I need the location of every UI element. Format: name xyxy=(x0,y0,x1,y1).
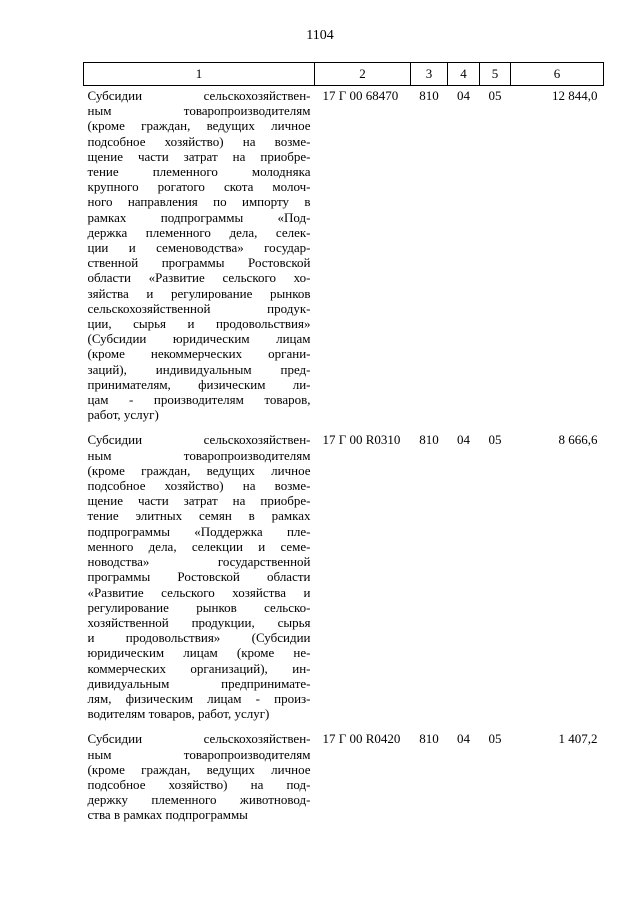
description-line: ным товаропроизводителям xyxy=(87,103,311,119)
description-line: тение племенного молодняка xyxy=(87,164,311,180)
row-c4: 04 xyxy=(457,731,470,747)
row-description xyxy=(84,86,315,431)
description-line: подсобное хозяйство) на возме- xyxy=(87,478,311,494)
description-line: (кроме граждан, ведущих личное xyxy=(87,118,311,134)
description-line: сельскохозяйственной продук- xyxy=(87,300,311,316)
row-code: 17 Г 00 68470 xyxy=(322,88,399,103)
description-line: подсобное хозяйство) на под- xyxy=(87,776,311,792)
description-line: щение части затрат на приобре- xyxy=(87,493,311,509)
description-line: зяйства и регулирование рынков xyxy=(87,285,311,301)
description-line: ственной программы Ростовской xyxy=(87,255,311,271)
description-line: принимателям, физическим ли- xyxy=(87,376,311,392)
page-number: 1104 xyxy=(306,28,334,43)
row-code: 17 Г 00 R0310 xyxy=(322,432,401,448)
row-c3: 810 xyxy=(419,88,439,103)
description-line: Субсидии сельскохозяйствен- xyxy=(87,731,311,747)
description-line: подпрограммы «Поддержка пле- xyxy=(87,523,311,539)
table-row xyxy=(84,729,604,830)
description-line: и продовольствия» (Субсидии xyxy=(87,630,311,646)
row-description xyxy=(84,729,315,830)
description-line: Субсидии сельскохозяйствен- xyxy=(87,88,311,103)
description-line: менного дела, селекции и семе- xyxy=(87,538,311,554)
row-c4: 04 xyxy=(457,432,470,448)
budget-table xyxy=(83,62,604,831)
description-line: заций), индивидуальным пред- xyxy=(87,361,311,377)
description-line: «Развитие сельского хозяйства и xyxy=(87,584,311,600)
description-line: ным товаропроизводителям xyxy=(87,746,311,762)
table-row xyxy=(84,86,604,431)
row-c3: 810 xyxy=(419,432,439,448)
description-line: новодства» государственной xyxy=(87,554,311,570)
description-line: ным товаропроизводителям xyxy=(87,447,311,463)
column-header-3: 3 xyxy=(411,63,448,86)
description-line: хозяйственной продукции, сырья xyxy=(87,614,311,630)
description-line: ства в рамках подпрограммы xyxy=(87,807,248,823)
description-line: водителям товаров, работ, услуг) xyxy=(87,706,270,722)
column-header-6: 6 xyxy=(511,63,604,86)
description-line: ного направления по импорту в xyxy=(87,194,311,210)
description-line: области «Развитие сельского хо- xyxy=(87,270,311,286)
description-line: держка племенного дела, селек- xyxy=(87,224,311,240)
row-c5: 05 xyxy=(488,88,502,103)
description-line: ции и семеноводства» государ- xyxy=(87,240,311,256)
description-line: лям, физическим лицам - произ- xyxy=(87,690,311,706)
description-line: Субсидии сельскохозяйствен- xyxy=(87,432,311,448)
description-line: щение части затрат на приобре- xyxy=(87,148,311,164)
row-c4: 04 xyxy=(457,88,470,103)
column-header-2: 2 xyxy=(315,63,411,86)
column-header-1: 1 xyxy=(84,63,315,86)
description-line: (кроме некоммерческих органи- xyxy=(87,346,311,362)
row-c5: 05 xyxy=(488,432,502,448)
description-line: подсобное хозяйство) на возме- xyxy=(87,133,311,149)
column-header-4: 4 xyxy=(448,63,480,86)
description-line: коммерческих организаций), ин- xyxy=(87,660,311,676)
description-line: дивидуальным предпринимате- xyxy=(87,675,311,691)
row-amount: 8 666,6 xyxy=(558,432,598,448)
description-line: (Субсидии юридическим лицам xyxy=(87,331,311,347)
description-line: крупного рогатого скота молоч- xyxy=(87,179,311,195)
description-line: (кроме граждан, ведущих личное xyxy=(87,462,311,478)
description-line: рамках подпрограммы «Под- xyxy=(87,209,311,225)
description-line: регулирование рынков сельско- xyxy=(87,599,311,615)
description-line: держку племенного животновод- xyxy=(87,792,311,808)
description-line: (кроме граждан, ведущих личное xyxy=(87,761,311,777)
column-header-5: 5 xyxy=(480,63,511,86)
description-line: юридическим лицам (кроме не- xyxy=(87,645,311,661)
description-line: программы Ростовской области xyxy=(87,569,311,585)
row-amount: 1 407,2 xyxy=(558,731,598,747)
row-c3: 810 xyxy=(419,731,439,747)
row-code: 17 Г 00 R0420 xyxy=(322,731,401,747)
row-description xyxy=(84,430,315,729)
description-line: ции, сырья и продовольствия» xyxy=(87,316,311,332)
header-row xyxy=(84,63,604,86)
row-c5: 05 xyxy=(488,731,502,747)
row-amount: 12 844,0 xyxy=(552,88,598,103)
description-line: работ, услуг) xyxy=(87,407,159,423)
description-line: тение элитных семян в рамках xyxy=(87,508,311,524)
description-line: цам - производителям товаров, xyxy=(87,392,311,408)
table-row xyxy=(84,430,604,729)
